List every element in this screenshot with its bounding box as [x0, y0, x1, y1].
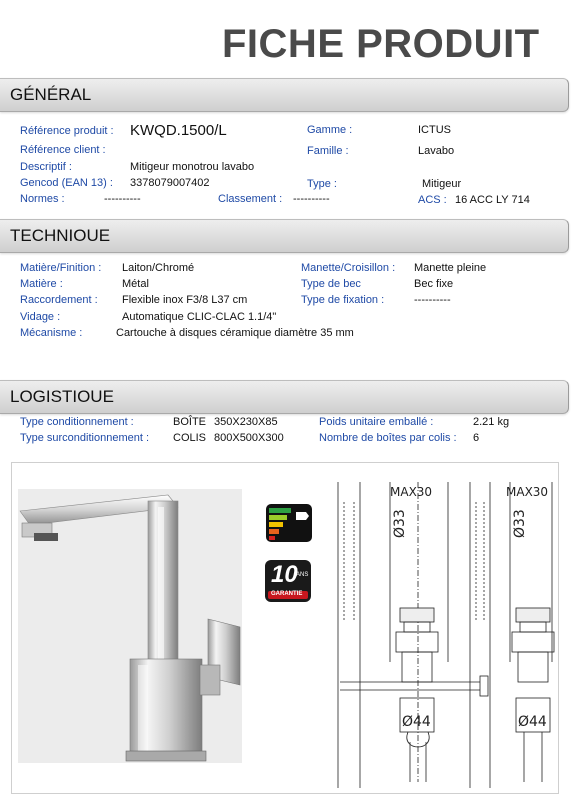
dim-44-right: Ø44 — [518, 714, 547, 730]
poids-label: Poids unitaire emballé : — [319, 416, 434, 428]
vidage-label: Vidage : — [20, 311, 61, 323]
nb-boites-value: 6 — [473, 432, 480, 444]
section-header-general — [0, 78, 569, 112]
gamme-value: ICTUS — [418, 124, 451, 136]
acs-label: ACS : — [418, 194, 447, 206]
dim-max30-right: MAX30 — [506, 485, 549, 499]
ref-produit-label: Référence produit : — [20, 125, 114, 137]
matiere-finition-value: Laiton/Chromé — [122, 262, 195, 274]
normes-label: Normes : — [20, 193, 65, 205]
classement-label: Classement : — [218, 193, 283, 205]
section-title-technique: TECHNIOUE — [10, 226, 111, 245]
faucet-photo — [18, 489, 242, 763]
gencod-label: Gencod (EAN 13) : — [20, 177, 113, 189]
normes-value: ---------- — [104, 193, 141, 205]
surconditionnement-label: Type surconditionnement : — [20, 432, 150, 444]
gencod-value: 3378079007402 — [130, 177, 210, 189]
conditionnement-type: BOÎTE — [173, 416, 207, 428]
mecanisme-value: Cartouche à disques céramique diamètre 35 mm — [116, 327, 354, 339]
manette-value: Manette pleine — [414, 262, 487, 274]
faucet-illustration — [18, 489, 242, 763]
matiere-finition-label: Matière/Finition : — [20, 262, 102, 274]
dim-33-right: Ø33 — [512, 509, 528, 538]
bec-label: Type de bec — [301, 278, 361, 290]
conditionnement-label: Type conditionnement : — [20, 416, 134, 428]
ref-produit-value: KWQD.1500/L — [130, 122, 227, 139]
manette-label: Manette/Croisillon : — [301, 262, 396, 274]
mecanisme-label: Mécanisme : — [20, 327, 83, 339]
bec-value: Bec fixe — [414, 278, 454, 290]
descriptif-label: Descriptif : — [20, 161, 72, 173]
surconditionnement-type: COLIS — [173, 432, 207, 444]
poids-value: 2.21 kg — [473, 416, 510, 428]
warranty-badge-icon — [265, 560, 311, 602]
type-label: Type : — [307, 178, 337, 190]
section-header-logistique — [0, 380, 569, 414]
warranty-label: GARANTIE — [271, 591, 303, 597]
technical-drawing — [330, 482, 556, 788]
energy-class-icon — [266, 504, 312, 547]
ref-client-label: Référence client : — [20, 144, 106, 156]
section-title-general: GÉNÉRAL — [10, 85, 92, 104]
warranty-years: 10 — [271, 561, 298, 588]
matiere-label: Matière : — [20, 278, 63, 290]
raccordement-label: Raccordement : — [20, 294, 98, 306]
fixation-label: Type de fixation : — [301, 294, 385, 306]
dim-max30-left: MAX30 — [390, 485, 433, 499]
dim-44-left: Ø44 — [402, 714, 431, 730]
section-header-technique — [0, 219, 569, 253]
acs-value: 16 ACC LY 714 — [455, 194, 530, 206]
nb-boites-label: Nombre de boîtes par colis : — [319, 432, 457, 444]
matiere-value: Métal — [122, 278, 149, 290]
dim-33-left: Ø33 — [392, 509, 408, 538]
fixation-value: ---------- — [414, 294, 451, 306]
famille-value: Lavabo — [418, 145, 455, 157]
raccordement-value: Flexible inox F3/8 L37 cm — [122, 294, 248, 306]
famille-label: Famille : — [307, 145, 349, 157]
type-value: Mitigeur — [422, 178, 462, 190]
page-title: FICHE PRODUIT — [222, 22, 540, 66]
vidage-value: Automatique CLIC-CLAC 1.1/4" — [122, 311, 277, 323]
conditionnement-dimensions: 350X230X85 — [214, 416, 278, 428]
classement-value: ---------- — [293, 193, 330, 205]
gamme-label: Gamme : — [307, 124, 353, 136]
descriptif-value: Mitigeur monotrou lavabo — [130, 161, 255, 173]
surconditionnement-dimensions: 800X500X300 — [214, 432, 284, 444]
warranty-unit: ANS — [296, 572, 309, 578]
section-title-logistique: LOGISTIOUE — [10, 387, 114, 406]
